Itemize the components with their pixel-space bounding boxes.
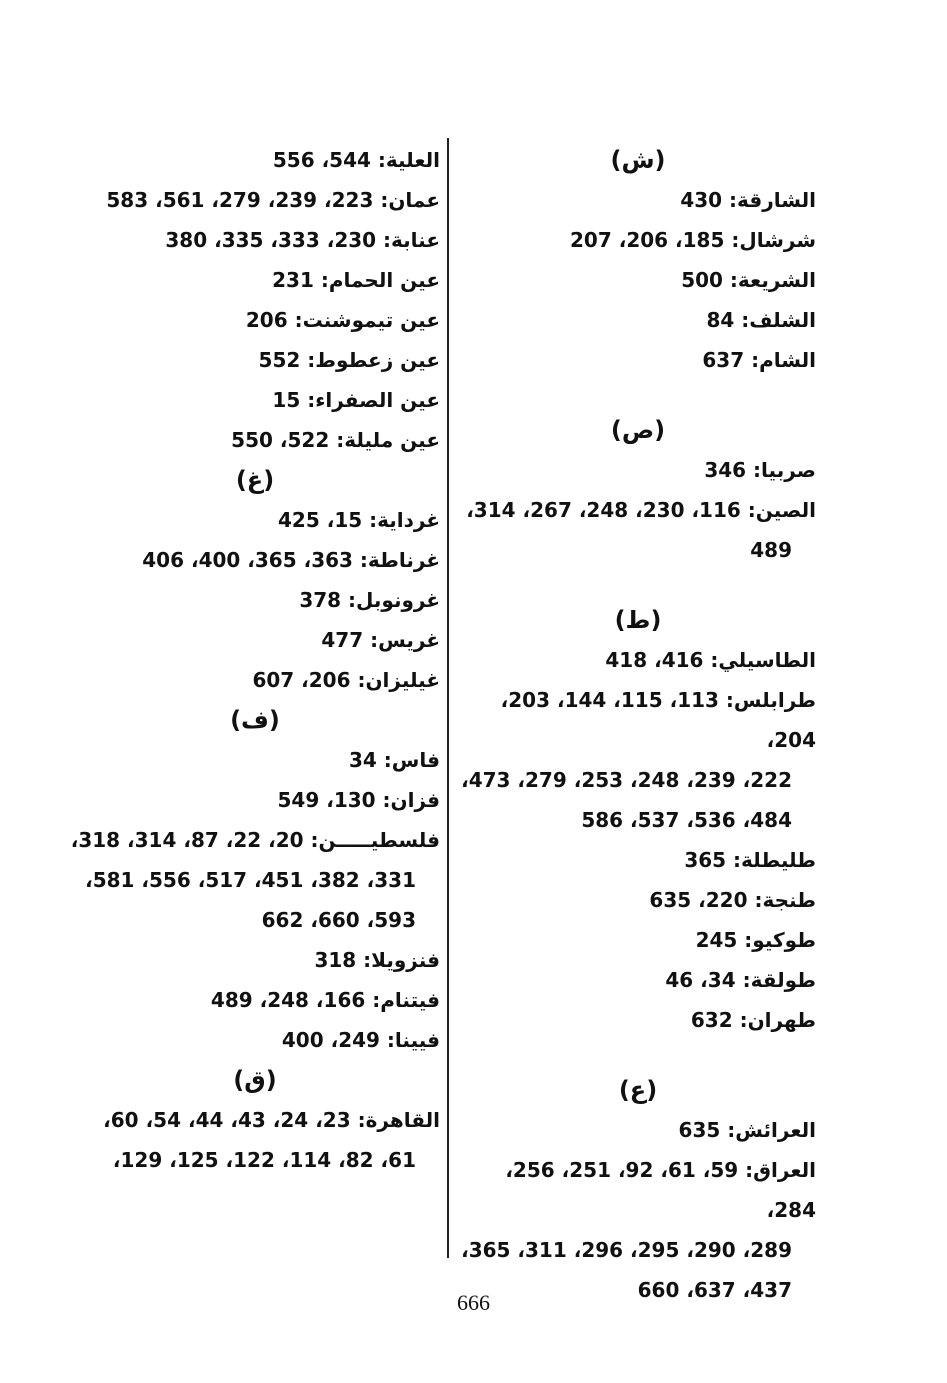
- letter-header: (ق): [233, 1066, 277, 1094]
- index-entry: عين الصفراء: 15: [272, 388, 440, 412]
- index-entry: عنابة: 230، 333، 335، 380: [165, 228, 440, 252]
- index-entry: الطاسيلي: 416، 418: [605, 648, 816, 672]
- index-entry: طليطلة: 365: [684, 848, 816, 872]
- index-entry-continuation: 437، 637، 660: [637, 1278, 792, 1302]
- index-entry: فيتنام: 166، 248، 489: [210, 988, 440, 1012]
- index-entry: العراق: 59، 61، 92، 251، 256، 284،: [505, 1158, 816, 1222]
- index-entry-continuation: 61، 82، 114، 122، 125، 129،: [112, 1148, 416, 1172]
- index-entry: فيينا: 249، 400: [281, 1028, 440, 1052]
- index-entry-continuation: 222، 239، 248، 253، 279، 473،: [461, 768, 792, 792]
- index-entry: عين مليلة: 522، 550: [231, 428, 440, 452]
- letter-header: (ف): [230, 706, 280, 734]
- section-gap: [460, 570, 816, 600]
- index-entry: عين تيموشنت: 206: [245, 308, 440, 332]
- letter-header: (غ): [235, 466, 275, 494]
- index-entry: صربيا: 346: [704, 458, 816, 482]
- index-entry: شرشال: 185، 206، 207: [570, 228, 816, 252]
- index-entry-continuation: 484، 536، 537، 586: [581, 808, 792, 832]
- letter-header: (ط): [614, 606, 662, 634]
- index-entry: الشام: 637: [702, 348, 816, 372]
- index-entry: فاس: 34: [348, 748, 440, 772]
- index-entry: الشريعة: 500: [681, 268, 816, 292]
- index-entry: غريس: 477: [321, 628, 440, 652]
- index-entry-continuation: 331، 382، 451، 517، 556، 581،: [85, 868, 416, 892]
- index-entry: الشارقة: 430: [680, 188, 816, 212]
- index-entry: الشلف: 84: [706, 308, 816, 332]
- section-gap: [460, 380, 816, 410]
- index-entry: طولقة: 34، 46: [665, 968, 816, 992]
- index-entry: طرابلس: 113، 115، 144، 203، 204،: [500, 688, 816, 752]
- letter-header: (ش): [610, 146, 666, 174]
- index-entry: غرونوبل: 378: [299, 588, 440, 612]
- letter-header: (ع): [618, 1076, 658, 1104]
- index-entry-continuation: 289، 290، 295، 296، 311، 365،: [461, 1238, 792, 1262]
- index-entry: فزان: 130، 549: [277, 788, 440, 812]
- index-entry: طوكيو: 245: [695, 928, 816, 952]
- index-entry: الصين: 116، 230، 248، 267، 314،: [466, 498, 816, 522]
- index-entry: القاهرة: 23، 24، 43، 44، 54، 60،: [103, 1108, 440, 1132]
- index-entry: فنزويلا: 318: [314, 948, 440, 972]
- index-entry: فلسطيـــــن: 20، 22، 87، 314، 318،: [70, 828, 440, 852]
- index-entry: عين زعطوط: 552: [258, 348, 440, 372]
- index-column-left: [70, 140, 440, 1180]
- page-number: 666: [457, 1290, 490, 1315]
- index-entry: طنجة: 220، 635: [649, 888, 816, 912]
- index-entry: عين الحمام: 231: [272, 268, 440, 292]
- index-entry: غيليزان: 206، 607: [252, 668, 440, 692]
- index-entry: غرداية: 15، 425: [278, 508, 440, 532]
- index-entry: طهران: 632: [690, 1008, 816, 1032]
- column-divider: [447, 138, 449, 1258]
- index-entry: غرناطة: 363، 365، 400، 406: [142, 548, 440, 572]
- index-entry-continuation: 593، 660، 662: [261, 908, 416, 932]
- letter-header: (ص): [610, 416, 666, 444]
- index-entry: العرائش: 635: [678, 1118, 816, 1142]
- index-column-right: [460, 140, 816, 1310]
- index-entry-continuation: 489: [750, 538, 792, 562]
- index-entry: العلية: 544، 556: [272, 148, 440, 172]
- section-gap: [460, 1040, 816, 1070]
- index-entry: عمان: 223، 239، 279، 561، 583: [106, 188, 440, 212]
